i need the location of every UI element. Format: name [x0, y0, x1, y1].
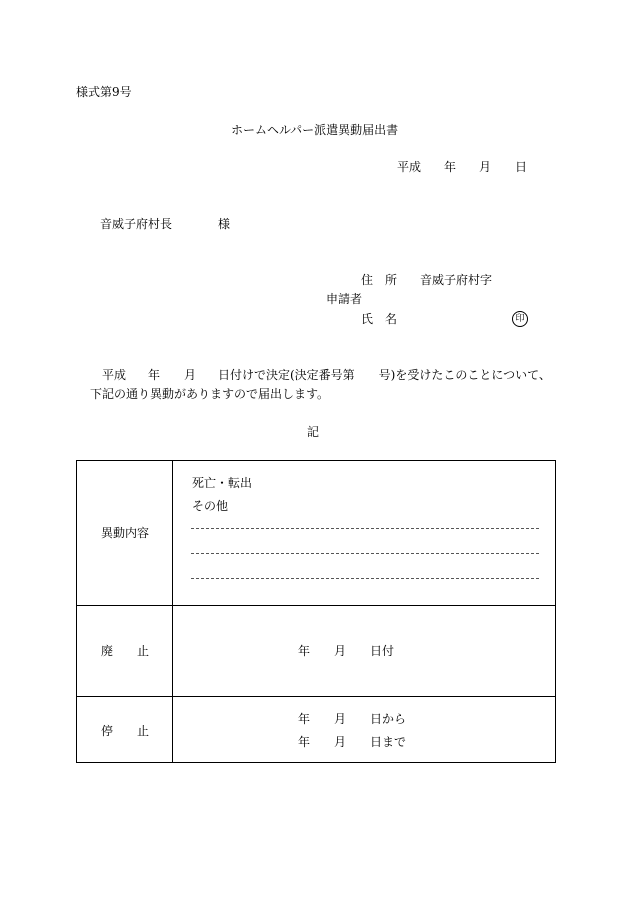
form-table [76, 460, 556, 763]
form-number: 様式第9号 [76, 85, 132, 99]
address-label: 住 所 [361, 273, 398, 287]
seal-icon: 印 [512, 311, 528, 327]
suspend-from-month: 月 [334, 712, 347, 726]
body-line1-text: 日付けで決定(決定番号第 号)を受けたこのことについて、 [218, 368, 551, 382]
suspend-from-day: 日から [370, 712, 407, 726]
applicant-label: 申請者 [326, 292, 363, 306]
abolish-month: 月 [334, 644, 347, 658]
row-label-suspend: 停 止 [101, 724, 150, 738]
fill-in-line [191, 578, 539, 579]
date-year: 年 [444, 160, 457, 174]
abolish-day: 日付 [370, 644, 395, 658]
table-row-divider [77, 605, 555, 606]
row-label-abolish: 廃 止 [101, 644, 150, 658]
suspend-to-year: 年 [298, 735, 311, 749]
date-month: 月 [479, 160, 492, 174]
row-label-change: 異動内容 [101, 526, 150, 540]
fill-in-line [191, 528, 539, 529]
body-era: 平成 [102, 368, 127, 382]
addressee-honorific: 様 [218, 217, 231, 231]
body-line2: 下記の通り異動がありますので届出します。 [90, 387, 330, 401]
ki-heading: 記 [307, 425, 320, 439]
suspend-to-day: 日まで [370, 735, 407, 749]
body-month: 月 [184, 368, 197, 382]
fill-in-line [191, 553, 539, 554]
addressee-name: 音威子府村長 [100, 217, 173, 231]
abolish-year: 年 [298, 644, 311, 658]
address-value: 音威子府村字 [420, 273, 493, 287]
suspend-to-month: 月 [334, 735, 347, 749]
body-year: 年 [148, 368, 161, 382]
table-row-divider [77, 696, 555, 697]
date-day: 日 [515, 160, 528, 174]
name-label: 氏 名 [361, 312, 398, 326]
option-death-moveout: 死亡・転出 [192, 476, 253, 490]
suspend-from-year: 年 [298, 712, 311, 726]
date-era: 平成 [397, 160, 422, 174]
document-title: ホームヘルパー派遣異動届出書 [231, 123, 399, 137]
table-column-divider [172, 461, 173, 762]
option-other: その他 [192, 499, 229, 513]
